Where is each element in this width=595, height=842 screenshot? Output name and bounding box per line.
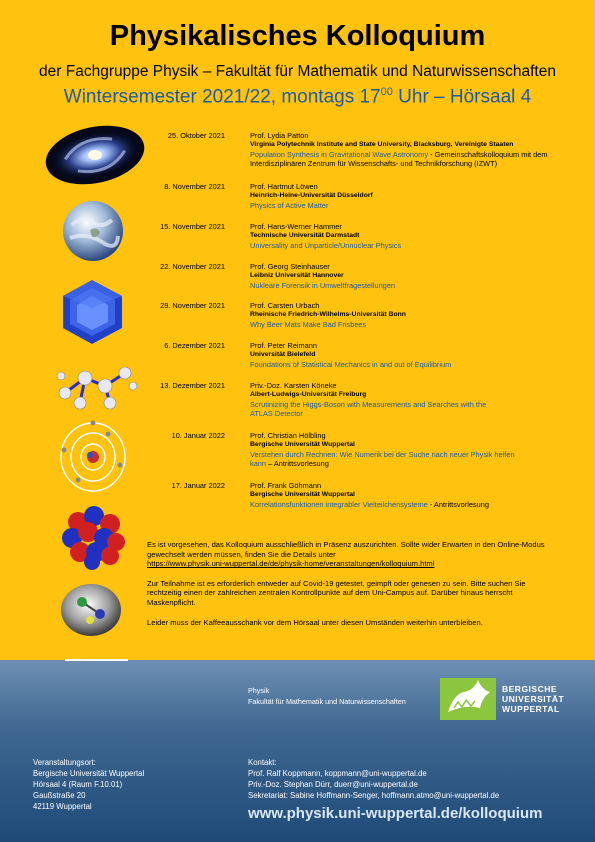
event-date: 6. Dezember 2021 — [164, 341, 225, 350]
event-date: 15. November 2021 — [160, 222, 225, 231]
event-speaker: Prof. Lydia Patton — [250, 131, 309, 140]
event-institution: Virginia Polytechnik Institute and State University, Blacksburg, Vereinigte Staaten — [250, 141, 514, 149]
event-speaker: Prof. Hans-Werner Hammer — [250, 222, 342, 231]
contact-line: Priv.-Doz. Stephan Dürr, duerr@uni-wuppertal.de — [248, 780, 418, 789]
footer-divider — [65, 659, 128, 661]
event-institution: Leibniz Universität Hannover — [250, 272, 344, 280]
venue-line: Bergische Universität Wuppertal — [33, 769, 145, 778]
galaxy-image — [45, 123, 145, 188]
venue-line: Gaußstraße 20 — [33, 791, 86, 800]
event-speaker: Priv.-Doz. Karsten Köneke — [250, 381, 337, 390]
venue-line: Hörsaal 4 (Raum F.10.01) — [33, 780, 123, 789]
colloquium-details-link[interactable]: https://www.physik.uni-wuppertal.de/de/physik-home/veranstaltungen/kolloquium.html — [147, 559, 435, 569]
event-speaker: Prof. Peter Reimann — [250, 341, 317, 350]
event-institution: Technische Universität Darmstadt — [250, 232, 360, 240]
notes-online-text: Es ist vorgesehen, das Kolloquium ausschließlich in Präsenz auszurichten. Sollte wider Erwarten in den Online-Modus gewechselt werden müssen, finden Sie die Details unter — [147, 540, 545, 559]
contact-heading: Kontakt: — [248, 758, 277, 767]
faculty-line-1: Physik — [248, 686, 270, 695]
faculty-label — [248, 685, 406, 707]
contact-line: Sekretariat: Sabine Hoffmann-Senger, hoffmann.atmo@uni-wuppertal.de — [248, 791, 500, 800]
event-talk-title: Korrelationsfunktionen integrabler Vielteilchensysteme — [250, 499, 428, 509]
event-talk-title: Universality and Unparticle/Unnuclear Physics — [250, 240, 402, 250]
event-talk-suffix: - Antrittsvorlesung — [427, 499, 489, 509]
molecule-sphere-image — [60, 582, 122, 637]
poster-title: Physikalisches Kolloquium — [109, 20, 486, 52]
contact-line: Prof. Ralf Koppmann, koppmann@uni-wuppertal.de — [248, 769, 427, 778]
hexagon-crystal-image — [60, 278, 125, 346]
university-logo — [440, 678, 592, 720]
poster-subtitle: der Fachgruppe Physik – Fakultät für Mathematik und Naturwissenschaften — [39, 63, 556, 80]
event-institution: Bergische Universität Wuppertal — [250, 491, 355, 499]
logo-line-3: WUPPERTAL — [502, 704, 560, 714]
semester-time-minutes: 00 — [380, 86, 393, 98]
notes-section — [147, 540, 557, 637]
atom-model-image — [58, 420, 128, 495]
semester-line — [0, 86, 595, 108]
logo-line-2: UNIVERSITÄT — [502, 694, 565, 704]
event-talk-title: Verstehen durch Rechnen: Wie Numerik bei der Suche nach neuer Physik helfen kann — [250, 449, 515, 469]
venue-block — [33, 757, 144, 812]
semester-end: Uhr – Hörsaal 4 — [392, 86, 532, 108]
event-speaker: Prof. Carsten Urbach — [250, 301, 320, 310]
molecule-image — [55, 358, 140, 413]
event-institution: Bergische Universität Wuppertal — [250, 441, 355, 449]
event-institution: Universität Bielefeld — [250, 351, 316, 359]
event-date: 8. November 2021 — [164, 182, 225, 191]
event-talk-title: Why Beer Mats Make Bad Frisbees — [250, 319, 367, 329]
event-talk-title: Physics of Active Matter — [250, 200, 329, 210]
event-speaker: Prof. Hartmut Löwen — [250, 182, 318, 191]
event-talk-title: Foundations of Statistical Mechanics in and out of Equilibrium — [250, 359, 452, 369]
earth-globe-image — [62, 200, 124, 262]
event-talk-suffix: – Antrittsvorlesung — [266, 459, 329, 469]
event-date: 29. November 2021 — [160, 301, 225, 310]
event-talk-title: Population Synthesis in Gravitational Wave Astronomy — [250, 149, 429, 159]
website-link[interactable]: www.physik.uni-wuppertal.de/kolloquium — [248, 805, 543, 822]
event-institution: Rheinische Friedrich-Wilhelms-Universität Bonn — [250, 311, 406, 319]
event-speaker: Prof. Frank Göhmann — [250, 481, 322, 490]
event-date: 17. Januar 2022 — [171, 481, 225, 490]
event-speaker: Prof. Georg Steinhauser — [250, 262, 330, 271]
event-date: 22. November 2021 — [160, 262, 225, 271]
nucleus-image — [58, 500, 130, 572]
event-institution: Heinrich-Heine-Universität Düsseldorf — [250, 192, 373, 200]
event-talk-title: Scrutinizing the Higgs-Boson with Measurements and Searches with the ATLAS Detector — [250, 399, 487, 419]
contact-block — [248, 757, 499, 801]
event-date: 25. Oktober 2021 — [167, 131, 225, 140]
logo-line-1: BERGISCHE — [502, 684, 558, 694]
venue-line: 42119 Wuppertal — [33, 802, 92, 811]
faculty-line-2: Fakultät für Mathematik und Naturwissenschaften — [248, 697, 406, 706]
event-talk-suffix: - Gemeinschaftskolloquium mit dem Interdisziplinären Zentrum für Wissenschafts- und Technikforschung (IZWT) — [250, 149, 548, 169]
event-date: 13. Dezember 2021 — [160, 381, 225, 390]
event-institution: Albert-Ludwigs-Universität Freiburg — [250, 391, 367, 399]
notes-covid-text: Zur Teilnahme ist es erforderlich entweder auf Covid-19 getestet, geimpft oder genesen zu sein. Bitte suchen Sie rechtzeitig einen der zahlreichen zentralen Kontrollpunkte auf dem Uni-Campus auf. Darüber hinaus herrscht Maskenpflicht. — [147, 578, 526, 607]
semester-main: Wintersemester 2021/22, montags 17 — [63, 86, 381, 108]
notes-coffee-text: Leider muss der Kaffeeausschank vor dem Hörsaal unter diesen Umständen weiterhin unterbleiben. — [147, 617, 483, 627]
event-talk-title: Nukleare Forensik in Umweltfragestellungen — [250, 280, 396, 290]
venue-heading: Veranstaltungsort: — [33, 758, 96, 767]
logo-mark-icon — [440, 678, 496, 720]
event-speaker: Prof. Christian Hölbling — [250, 431, 326, 440]
logo-text — [502, 684, 564, 714]
event-date: 10. Januar 2022 — [171, 431, 225, 440]
